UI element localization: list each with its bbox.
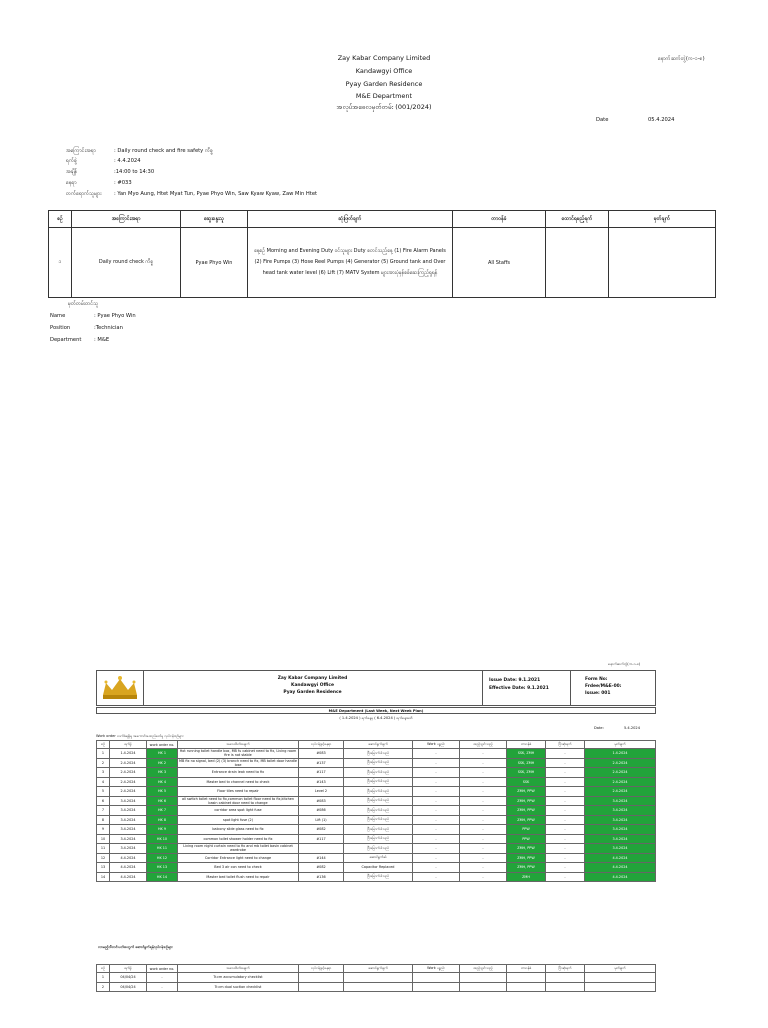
table-row bbox=[97, 973, 656, 983]
table-row bbox=[97, 768, 656, 778]
cell-desc: Hot running toilet handle box, MB fu cabinet need to fix, Living room fire is not stable bbox=[178, 749, 299, 759]
cell-wo: - bbox=[147, 973, 178, 983]
signature-row bbox=[50, 337, 109, 343]
cell-date: 3.4.2024 bbox=[110, 844, 147, 854]
cell-wo: HK 2 bbox=[147, 758, 178, 768]
cell-date: 2.4.2024 bbox=[110, 787, 147, 797]
cell-wo: HK 7 bbox=[147, 806, 178, 816]
cell-c: - bbox=[546, 863, 585, 873]
cell-empty bbox=[413, 982, 460, 992]
cell-staff: ZMH, PPW bbox=[507, 815, 546, 825]
cell-desc: Master bed tv channel need to check bbox=[178, 777, 299, 787]
column-header: တာဝန်ခံ bbox=[453, 211, 546, 228]
doc2-section-title: Work order လက်ခံရရှိမှု အကောင်အထည်ဖော်မှု လုပ်ငန်းစဉ်များ bbox=[96, 734, 184, 738]
row-responsible: All Staffs bbox=[453, 228, 546, 298]
cell-date: 04/04/24 bbox=[110, 982, 147, 992]
cell-desc: Floor tiles need to repair bbox=[178, 787, 299, 797]
work-order-table bbox=[96, 740, 656, 882]
cell-desc: corridor area spot light fuse bbox=[178, 806, 299, 816]
cell-wo: HK 11 bbox=[147, 844, 178, 854]
cell-loc: Lift (1) bbox=[299, 815, 344, 825]
cell-desc: Master bed toilet flush need to repair bbox=[178, 872, 299, 882]
cell-b: - bbox=[460, 749, 507, 759]
cell-action: ပြီးမြောက်ပါသည် bbox=[344, 825, 413, 835]
doc2-title-block bbox=[143, 671, 483, 705]
cell-c: - bbox=[546, 749, 585, 759]
cell-loc: #137 bbox=[299, 758, 344, 768]
cell-c: - bbox=[546, 815, 585, 825]
doc2-dept-line: M&E Department (Last Week, Next Week Plan) bbox=[96, 707, 656, 714]
doc2-issue: Issue: 001 bbox=[585, 691, 611, 696]
cell-b: - bbox=[460, 825, 507, 835]
cell-a: - bbox=[413, 863, 460, 873]
meta-row bbox=[66, 147, 213, 155]
cell-done: 2.4.2024 bbox=[585, 777, 656, 787]
cell-date: 3.4.2024 bbox=[110, 796, 147, 806]
cell-b: - bbox=[460, 853, 507, 863]
cell-done: 4.4.2024 bbox=[585, 853, 656, 863]
doc2-form-id: Frdee/M&E-00: bbox=[585, 684, 622, 689]
cell-done: 3.4.2024 bbox=[585, 796, 656, 806]
cell-date: 3.4.2024 bbox=[110, 825, 147, 835]
cell-desc: MB fix no signal, bed (2) (3) branch need to fix, MB toilet door handle lose bbox=[179, 758, 297, 767]
doc2-form-no: Form No: bbox=[585, 677, 608, 682]
cell-action: ပြီးမြောက်ပါသည် bbox=[344, 796, 413, 806]
form-code: နောက်ဆက်တွဲ(က-၁-၈) bbox=[658, 56, 705, 62]
cell-date: 4.4.2024 bbox=[110, 863, 147, 873]
cell-a: - bbox=[413, 872, 460, 882]
row-deadline bbox=[546, 228, 609, 298]
cell-loc: #136 bbox=[299, 872, 344, 882]
cell-done: 2.4.2024 bbox=[585, 768, 656, 778]
meta-value: : Daily round check and fire safety ကိစ္စ bbox=[114, 148, 213, 154]
cell-loc: #082 bbox=[299, 863, 344, 873]
cell-wo: HK 8 bbox=[147, 815, 178, 825]
row-discussant: Pyae Phyo Win bbox=[181, 228, 248, 298]
cell-a: - bbox=[413, 853, 460, 863]
minutes-table bbox=[48, 210, 716, 298]
cell-action: ပြီးမြောက်ပါသည် bbox=[344, 758, 413, 768]
cell-b: - bbox=[460, 796, 507, 806]
cell-desc: common toilet shower holder need to fix bbox=[178, 834, 299, 844]
cell-action: ပြီးမြောက်ပါသည် bbox=[344, 787, 413, 797]
cell-wo: HK 1 bbox=[147, 749, 178, 759]
cell-staff: ZMH, PPW bbox=[507, 863, 546, 873]
table-row bbox=[97, 844, 656, 854]
row-subject: Daily round check ကိစ္စ bbox=[72, 228, 181, 298]
doc2-office: Kandawgyi Office bbox=[291, 683, 334, 688]
cell-no: 1 bbox=[97, 749, 110, 759]
doc2-header bbox=[96, 670, 656, 706]
cell-c: - bbox=[546, 806, 585, 816]
doc2-residence: Pyay Garden Residence bbox=[283, 690, 342, 695]
meta-value: : #033 bbox=[114, 180, 132, 186]
column-header: ဆောင်ရွက်ချက် bbox=[344, 965, 413, 973]
cell-no: 2 bbox=[97, 758, 110, 768]
cell-c: - bbox=[546, 768, 585, 778]
cell-staff: ZMH, PPW bbox=[507, 787, 546, 797]
meta-value: :14:00 to 14:30 bbox=[114, 169, 155, 175]
cell-date: 2.4.2024 bbox=[110, 768, 147, 778]
cell-a: - bbox=[413, 815, 460, 825]
cell-desc: balcony slide glass need to fix bbox=[178, 825, 299, 835]
cell-c: - bbox=[546, 796, 585, 806]
cell-date: 4.4.2024 bbox=[110, 872, 147, 882]
meta-label: တက်ရောက်သူများ bbox=[66, 191, 102, 197]
doc2-section2-title: လာမည့်သီတင်းပတ်အတွက် ဆောင်ရွက်ရန်လုပ်ငန်းစဉ်များ bbox=[98, 945, 173, 949]
table-row bbox=[97, 863, 656, 873]
cell-no: 10 bbox=[97, 834, 110, 844]
cell-staff: ZMH, PPW bbox=[507, 853, 546, 863]
cell-date: 4.4.2024 bbox=[110, 853, 147, 863]
cell-a: - bbox=[413, 844, 460, 854]
doc2-date-label: Date: bbox=[594, 726, 604, 730]
cell-action: ပြီးမြောက်ပါသည် bbox=[344, 749, 413, 759]
cell-a: - bbox=[413, 787, 460, 797]
cell-wo: HK 3 bbox=[147, 768, 178, 778]
column-header: တာဝန်ခံ bbox=[507, 965, 546, 973]
column-header: ရက်စွဲ bbox=[110, 965, 147, 973]
column-header: ထည့်သွင်းသည့် bbox=[460, 741, 507, 749]
table-row bbox=[97, 806, 656, 816]
date-label: Date bbox=[596, 117, 609, 123]
meta-value: : 4.4.2024 bbox=[114, 158, 141, 164]
signature-label: Position bbox=[50, 325, 71, 331]
cell-b: - bbox=[460, 863, 507, 873]
cell-action: ပြီးမြောက်ပါသည် bbox=[344, 768, 413, 778]
meta-label: ရက်စွဲ bbox=[66, 158, 77, 164]
cell-wo: HK 10 bbox=[147, 834, 178, 844]
doc2-date-value: 5.4.2024 bbox=[624, 726, 641, 730]
cell-done: 1.4.2024 bbox=[585, 749, 656, 759]
column-header: work order no. bbox=[147, 965, 178, 973]
column-header: မှတ်ချက် bbox=[609, 211, 716, 228]
column-header: အသေးစိတ်အချက် bbox=[178, 741, 299, 749]
meta-row bbox=[66, 157, 141, 165]
cell-b: - bbox=[460, 806, 507, 816]
meta-label: နေရာ bbox=[66, 180, 77, 186]
cell-no: 5 bbox=[97, 787, 110, 797]
cell-no: 1 bbox=[97, 973, 110, 983]
cell-no: 6 bbox=[97, 796, 110, 806]
cell-b: - bbox=[460, 834, 507, 844]
cell-empty bbox=[460, 973, 507, 983]
cell-b: - bbox=[460, 844, 507, 854]
signature-row bbox=[50, 325, 123, 331]
meta-label: အချိန် bbox=[66, 169, 78, 175]
column-header: ပြီးဆုံးရက် bbox=[546, 965, 585, 973]
cell-desc: Corridor Entrance light need to change bbox=[178, 853, 299, 863]
cell-b: - bbox=[460, 787, 507, 797]
record-title: အလုပ်အဓေလမှတ်တမ်း (001/2024) bbox=[336, 103, 432, 111]
cell-desc: Entrance drain leak need to fix bbox=[178, 768, 299, 778]
cell-no: 2 bbox=[97, 982, 110, 992]
cell-loc: #082 bbox=[299, 825, 344, 835]
column-header: ပြီးဆုံးရက် bbox=[546, 741, 585, 749]
table-row bbox=[97, 749, 656, 759]
recorder-heading: မှတ်တမ်းတင်သူ bbox=[68, 301, 99, 307]
cell-c: - bbox=[546, 758, 585, 768]
cell-wo: HK 14 bbox=[147, 872, 178, 882]
column-header: စဉ် bbox=[97, 741, 110, 749]
cell-no: 13 bbox=[97, 863, 110, 873]
cell-no: 14 bbox=[97, 872, 110, 882]
cell-action: ပြီးမြောက်ပါသည် bbox=[344, 806, 413, 816]
cell-staff: ZMH bbox=[507, 872, 546, 882]
doc2-form-block bbox=[571, 671, 656, 705]
cell-action: Capacitor Replaced bbox=[344, 863, 413, 873]
cell-date: 3.4.2024 bbox=[110, 834, 147, 844]
department-name: M&E Department bbox=[355, 92, 413, 100]
row-number: ၁ bbox=[49, 228, 72, 298]
signature-label: Name bbox=[50, 313, 66, 319]
row-decision: နေ့စဉ် Morning and Evening Duty ဝင်သူများ Duty စတင်သည့်နေ့ (1) Fire Alarm Panels (2) Fire Pumps (3) Hose Reel Pumps (4) Generator (5) Ground tank and Over head tank water level (6) Lift (7) MATV System များအားပုံမှန်စစ်ဆေးကြည့်ရှုရန် bbox=[248, 228, 453, 298]
cell-desc: Bed 3 air con need to check bbox=[178, 863, 299, 873]
residence-name: Pyay Garden Residence bbox=[345, 80, 423, 88]
cell-wo: HK 5 bbox=[147, 787, 178, 797]
column-header: ဆွေးနွေးသူ bbox=[181, 211, 248, 228]
cell-a: - bbox=[413, 806, 460, 816]
cell-done: 3.4.2024 bbox=[585, 815, 656, 825]
cell-staff: SSK bbox=[507, 777, 546, 787]
table-row bbox=[97, 787, 656, 797]
cell-c: - bbox=[546, 872, 585, 882]
cell-empty bbox=[585, 973, 656, 983]
cell-c: - bbox=[546, 834, 585, 844]
table-header-row bbox=[97, 965, 656, 973]
row-remark bbox=[609, 228, 716, 298]
cell-loc: Level 2 bbox=[299, 787, 344, 797]
cell-c: - bbox=[546, 787, 585, 797]
table-row bbox=[97, 872, 656, 882]
cell-c: - bbox=[546, 844, 585, 854]
cell-empty bbox=[299, 982, 344, 992]
cell-done: 2.4.2024 bbox=[585, 787, 656, 797]
column-header: work order no. bbox=[147, 741, 178, 749]
doc2-period: ( 1.4.2024 ) ရက်နေ့မှ ( 6.4.2024 ) ရက်နေ့အထိ bbox=[339, 716, 413, 720]
column-header: ထည့်သွင်းသည့် bbox=[460, 965, 507, 973]
meta-row bbox=[66, 179, 132, 187]
cell-empty bbox=[585, 982, 656, 992]
cell-empty bbox=[413, 973, 460, 983]
cell-a: - bbox=[413, 834, 460, 844]
cell-empty bbox=[344, 973, 413, 983]
signature-value: :Technician bbox=[94, 325, 123, 331]
cell-staff: SSK, ZMH bbox=[507, 768, 546, 778]
table-row bbox=[97, 815, 656, 825]
cell-c: - bbox=[546, 853, 585, 863]
cell-empty bbox=[546, 973, 585, 983]
cell-date: 3.4.2024 bbox=[110, 806, 147, 816]
doc2-effective-date: Effective Date: 9.1.2021 bbox=[489, 686, 549, 691]
cell-empty bbox=[460, 982, 507, 992]
cell-staff: PPW bbox=[507, 834, 546, 844]
column-header: လုပ်ငန်းခွင့်နေရာ bbox=[299, 965, 344, 973]
cell-action: ဆောင်ရွက်ဆဲ bbox=[344, 853, 413, 863]
cell-b: - bbox=[460, 872, 507, 882]
cell-date: 04/04/24 bbox=[110, 973, 147, 983]
crown-logo-icon bbox=[97, 671, 144, 705]
cell-wo: HK 12 bbox=[147, 853, 178, 863]
cell-no: 8 bbox=[97, 815, 110, 825]
table-row bbox=[97, 825, 656, 835]
cell-action: ပြီးမြောက်ပါသည် bbox=[344, 815, 413, 825]
cell-done: 2.4.2024 bbox=[585, 758, 656, 768]
doc2-company: Zay Kabar Company Limited bbox=[277, 676, 348, 681]
cell-empty bbox=[507, 973, 546, 983]
cell-loc: #083 bbox=[299, 796, 344, 806]
cell-no: 12 bbox=[97, 853, 110, 863]
cell-b: - bbox=[460, 777, 507, 787]
cell-wo: HK 4 bbox=[147, 777, 178, 787]
cell-loc: #117 bbox=[299, 834, 344, 844]
cell-a: - bbox=[413, 749, 460, 759]
cell-c: - bbox=[546, 825, 585, 835]
cell-no: 9 bbox=[97, 825, 110, 835]
signature-row bbox=[50, 313, 136, 319]
meta-row bbox=[66, 190, 317, 198]
cell-desc: Tr.cm accumulatory checklist bbox=[178, 973, 299, 983]
column-header: မှတ်ချက် bbox=[585, 965, 656, 973]
cell-b: - bbox=[460, 768, 507, 778]
doc2-issue-block bbox=[483, 671, 571, 705]
cell-no: 3 bbox=[97, 768, 110, 778]
column-header: အသေးစိတ်အချက် bbox=[178, 965, 299, 973]
cell-staff: PPW bbox=[507, 825, 546, 835]
cell-empty bbox=[546, 982, 585, 992]
cell-done: 4.4.2024 bbox=[585, 863, 656, 873]
table-header-row bbox=[97, 741, 656, 749]
cell-staff: ZMH, PPW bbox=[507, 806, 546, 816]
table-row bbox=[49, 228, 716, 298]
cell-loc: #143 bbox=[299, 777, 344, 787]
table-row bbox=[97, 796, 656, 806]
cell-staff: ZMH, PPW bbox=[507, 796, 546, 806]
cell-staff: ZMH, PPW bbox=[507, 844, 546, 854]
column-header: စဉ် bbox=[97, 965, 110, 973]
column-header: အကြောင်းအရာ bbox=[72, 211, 181, 228]
column-header: တာဝန်ခံ bbox=[507, 741, 546, 749]
cell-action: ပြီးမြောက်ပါသည် bbox=[344, 777, 413, 787]
cell-desc: Living room night curtain need to fix and mb toilet basin cabinet wardrobe bbox=[178, 844, 299, 854]
cell-action: ပြီးမြောက်ပါသည် bbox=[344, 844, 413, 854]
weekly-plan-document bbox=[96, 670, 656, 1028]
cell-action: ပြီးမြောက်ပါသည် bbox=[344, 872, 413, 882]
cell-a: - bbox=[413, 796, 460, 806]
cell-done: 3.4.2024 bbox=[585, 806, 656, 816]
table-row bbox=[97, 834, 656, 844]
table-header-row bbox=[49, 211, 716, 228]
cell-b: - bbox=[460, 758, 507, 768]
column-header: လုပ်ငန်းခွင့်နေရာ bbox=[299, 741, 344, 749]
cell-done: 3.4.2024 bbox=[585, 834, 656, 844]
cell-date: 3.4.2024 bbox=[110, 815, 147, 825]
cell-no: 7 bbox=[97, 806, 110, 816]
column-header: ထောင်ရမည့်ရက် bbox=[546, 211, 609, 228]
cell-a: - bbox=[413, 825, 460, 835]
column-header: ရက်စွဲ bbox=[110, 741, 147, 749]
cell-a: - bbox=[413, 768, 460, 778]
cell-wo: HK 13 bbox=[147, 863, 178, 873]
cell-loc: #086 bbox=[299, 806, 344, 816]
meta-value: : Yan Myo Aung, Htet Myat Tun, Pyae Phyo Win, Saw Kyaw Kyaw, Zaw Min Htet bbox=[114, 191, 318, 197]
cell-loc: #083 bbox=[299, 749, 344, 759]
cell-wo: HK 6 bbox=[147, 796, 178, 806]
cell-a: - bbox=[413, 777, 460, 787]
cell-wo: HK 9 bbox=[147, 825, 178, 835]
column-header: Work ပစ္စည်း bbox=[413, 741, 460, 749]
doc2-issue-date: Issue Date: 9.1.2021 bbox=[489, 678, 541, 683]
signature-value: : Pyae Phyo Win bbox=[94, 313, 136, 319]
office-name: Kandawgyi Office bbox=[355, 67, 413, 75]
signature-label: Department bbox=[50, 337, 82, 343]
column-header: မှတ်ချက် bbox=[585, 741, 656, 749]
cell-staff: SSK, ZMH bbox=[507, 758, 546, 768]
cell-empty bbox=[299, 973, 344, 983]
cell-no: 11 bbox=[97, 844, 110, 854]
column-header: စဉ် bbox=[49, 211, 72, 228]
signature-value: : M&E bbox=[94, 337, 110, 343]
cell-empty bbox=[507, 982, 546, 992]
meta-row bbox=[66, 168, 154, 176]
cell-action: ပြီးမြောက်ပါသည် bbox=[344, 834, 413, 844]
column-header: Work ပစ္စည်း bbox=[413, 965, 460, 973]
cell-no: 4 bbox=[97, 777, 110, 787]
cell-loc bbox=[299, 844, 344, 854]
cell-loc: #144 bbox=[299, 853, 344, 863]
table-row bbox=[97, 982, 656, 992]
cell-staff: SSK, ZMH bbox=[507, 749, 546, 759]
cell-date: 2.4.2024 bbox=[110, 758, 147, 768]
column-header: ဆုံးဖြတ်ချက် bbox=[248, 211, 453, 228]
date-value: 05.4.2024 bbox=[648, 117, 675, 123]
cell-desc: spot light fuse (2) bbox=[178, 815, 299, 825]
table-row bbox=[97, 777, 656, 787]
cell-a: - bbox=[413, 758, 460, 768]
next-week-table bbox=[96, 964, 656, 992]
cell-b: - bbox=[460, 815, 507, 825]
cell-done: 3.4.2024 bbox=[585, 844, 656, 854]
cell-desc: Tr.cm dual suction checklist bbox=[178, 982, 299, 992]
cell-done: 4.4.2024 bbox=[585, 872, 656, 882]
cell-wo: - bbox=[147, 982, 178, 992]
cell-done: 3.4.2024 bbox=[585, 825, 656, 835]
cell-c: - bbox=[546, 777, 585, 787]
doc2-form-code: နောက်ဆက်တွဲ(က-၁-၈) bbox=[608, 662, 641, 666]
company-name: Zay Kabar Company Limited bbox=[337, 54, 431, 62]
cell-date: 1.4.2024 bbox=[110, 749, 147, 759]
cell-desc: all switch toilet need to fix,common toilet floor need to fix,kitchen basin cabinet door need to change bbox=[178, 796, 299, 806]
cell-empty bbox=[344, 982, 413, 992]
table-row bbox=[97, 758, 656, 768]
cell-loc: #117 bbox=[299, 768, 344, 778]
table-row bbox=[97, 853, 656, 863]
column-header: ဆောင်ရွက်ချက် bbox=[344, 741, 413, 749]
cell-date: 2.4.2024 bbox=[110, 777, 147, 787]
meta-label: အကြောင်းအရာ bbox=[66, 148, 96, 154]
